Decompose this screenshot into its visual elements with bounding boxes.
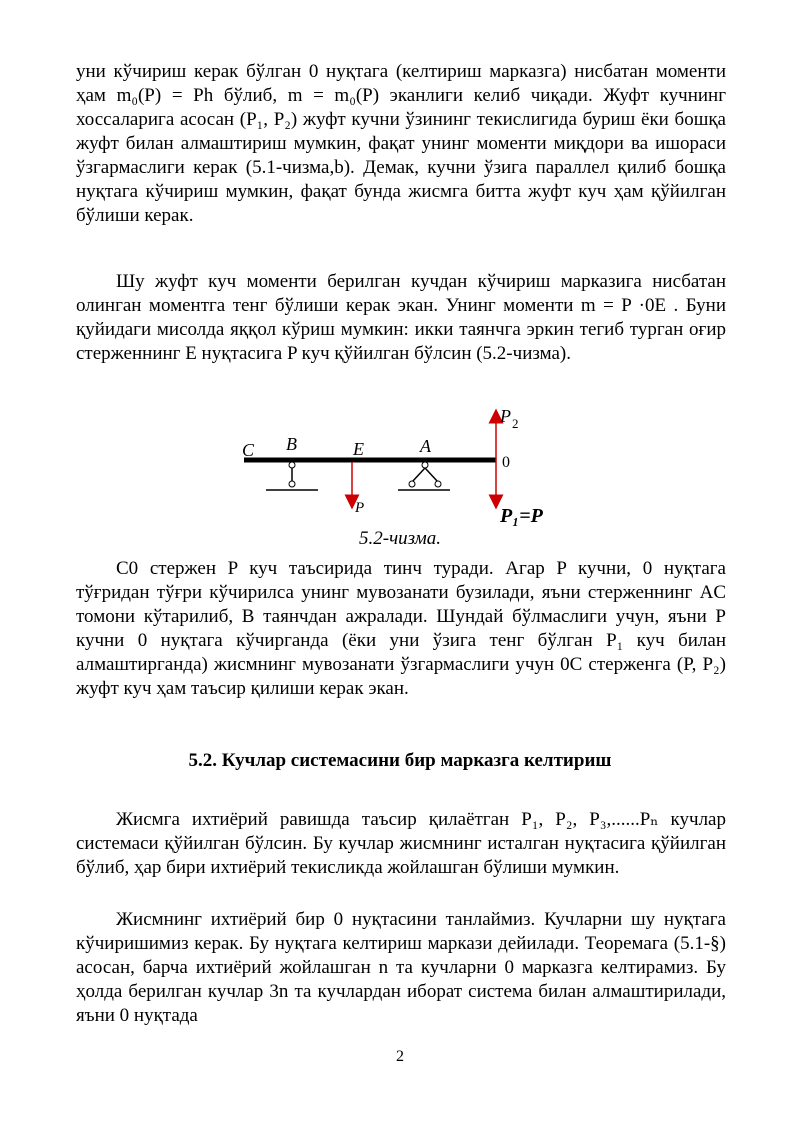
label-p: P bbox=[355, 500, 365, 516]
support-a-left-hinge bbox=[409, 481, 415, 487]
support-a-left-rod bbox=[412, 468, 425, 482]
paragraph-5: Жисмнинг ихтиёрий бир 0 нуқтасини танлаймиз. Кучларни шу нуқтага кўчиришимиз керак. Бу нуқтага келтириш маркази дейилади. Теоремага (5.1-§) асосан, барча ихтиёрий жойлашган n та кучларни 0 марказга келтирамиз. Бу ҳолда берилган кучлар 3n та кучлардан иборат система билан алмаштирилади, яъни 0 нуқтада bbox=[76, 909, 726, 1026]
label-p2: P bbox=[500, 406, 511, 426]
label-c: C bbox=[242, 440, 255, 460]
support-b-bottom-hinge bbox=[289, 481, 295, 487]
paragraph-1: уни кўчириш керак бўлган 0 нуқтага (келтириш марказга) нисбатан моменти ҳам m₀(P) = Ph бўлиб, m = m₀(P) эканлиги келиб чиқади. Жуфт кучнинг хоссаларига асосан (P₁, P₂) жуфт кучни ўзининг текислигида буриш ёки бошқа жуфт билан алмаштириш мумкин, фақат унинг моменти миқдори ва ишораси ўзгармаслиги керак (5.1-чизма,b). Демак, кучни ўзига параллел қилиб бошқа нуқтага кўчириш мумкин, фақат бунда жисмга битта жуфт куч ҳам қўйилган бўлиши керак. bbox=[76, 61, 726, 226]
support-a-right-hinge bbox=[435, 481, 441, 487]
label-a: A bbox=[420, 436, 431, 456]
beam-diagram bbox=[230, 402, 570, 527]
label-b: B bbox=[286, 434, 297, 454]
paragraph-4: Жисмга ихтиёрий равишда таъсир қилаётган P₁, P₂, P₃,......Pₙ кучлар системаси қўйилган бўлсин. Бу кучлар жисмнинг исталган нуқтасига қўйилган бўлиб, ҳар бири ихтиёрий текисликда жойлашган бўлиши мумкин. bbox=[76, 809, 726, 878]
label-origin: 0 bbox=[502, 454, 510, 471]
page-number: 2 bbox=[396, 1048, 404, 1065]
paragraph-2: Шу жуфт куч моменти берилган кучдан кўчириш марказига нисбатан олинган моментга тенг бўлиши керак экан. Унинг моменти m = P ·0E . Буни қуйидаги мисолда яққол кўриш мумкин: икки таянчга эркин тегиб турган оғир стерженнинг E нуқтасига P куч қўйилган бўлсин (5.2-чизма). bbox=[76, 271, 726, 364]
label-p2-subscript: 2 bbox=[512, 416, 519, 431]
support-a-top-hinge bbox=[422, 462, 428, 468]
support-b-top-hinge bbox=[289, 462, 295, 468]
support-a-right-rod bbox=[425, 468, 438, 482]
label-e: E bbox=[353, 439, 364, 459]
label-p1-equals-p: P₁=P bbox=[500, 505, 543, 527]
figure-caption: 5.2-чизма. bbox=[359, 528, 441, 549]
paragraph-3: C0 стержен P куч таъсирида тинч туради. Агар P кучни, 0 нуқтага тўғридан тўғри кўчирилса унинг мувозанати бузилади, яъни стерженнинг AC томони кўтарилиб, B таянчдан ажралади. Шундай бўлмаслиги учун, яъни P кучни 0 нуқтага кўчирганда (ёки уни ўзига тенг бўлган P₁ куч билан алмаштирганда) жисмнинг мувозанати ўзгармаслиги учун 0C стерженга (P, P₂) жуфт куч ҳам таъсир қилиши керак экан. bbox=[76, 558, 726, 699]
section-heading: 5.2. Кучлар системасини бир марказга келтириш bbox=[188, 750, 612, 771]
